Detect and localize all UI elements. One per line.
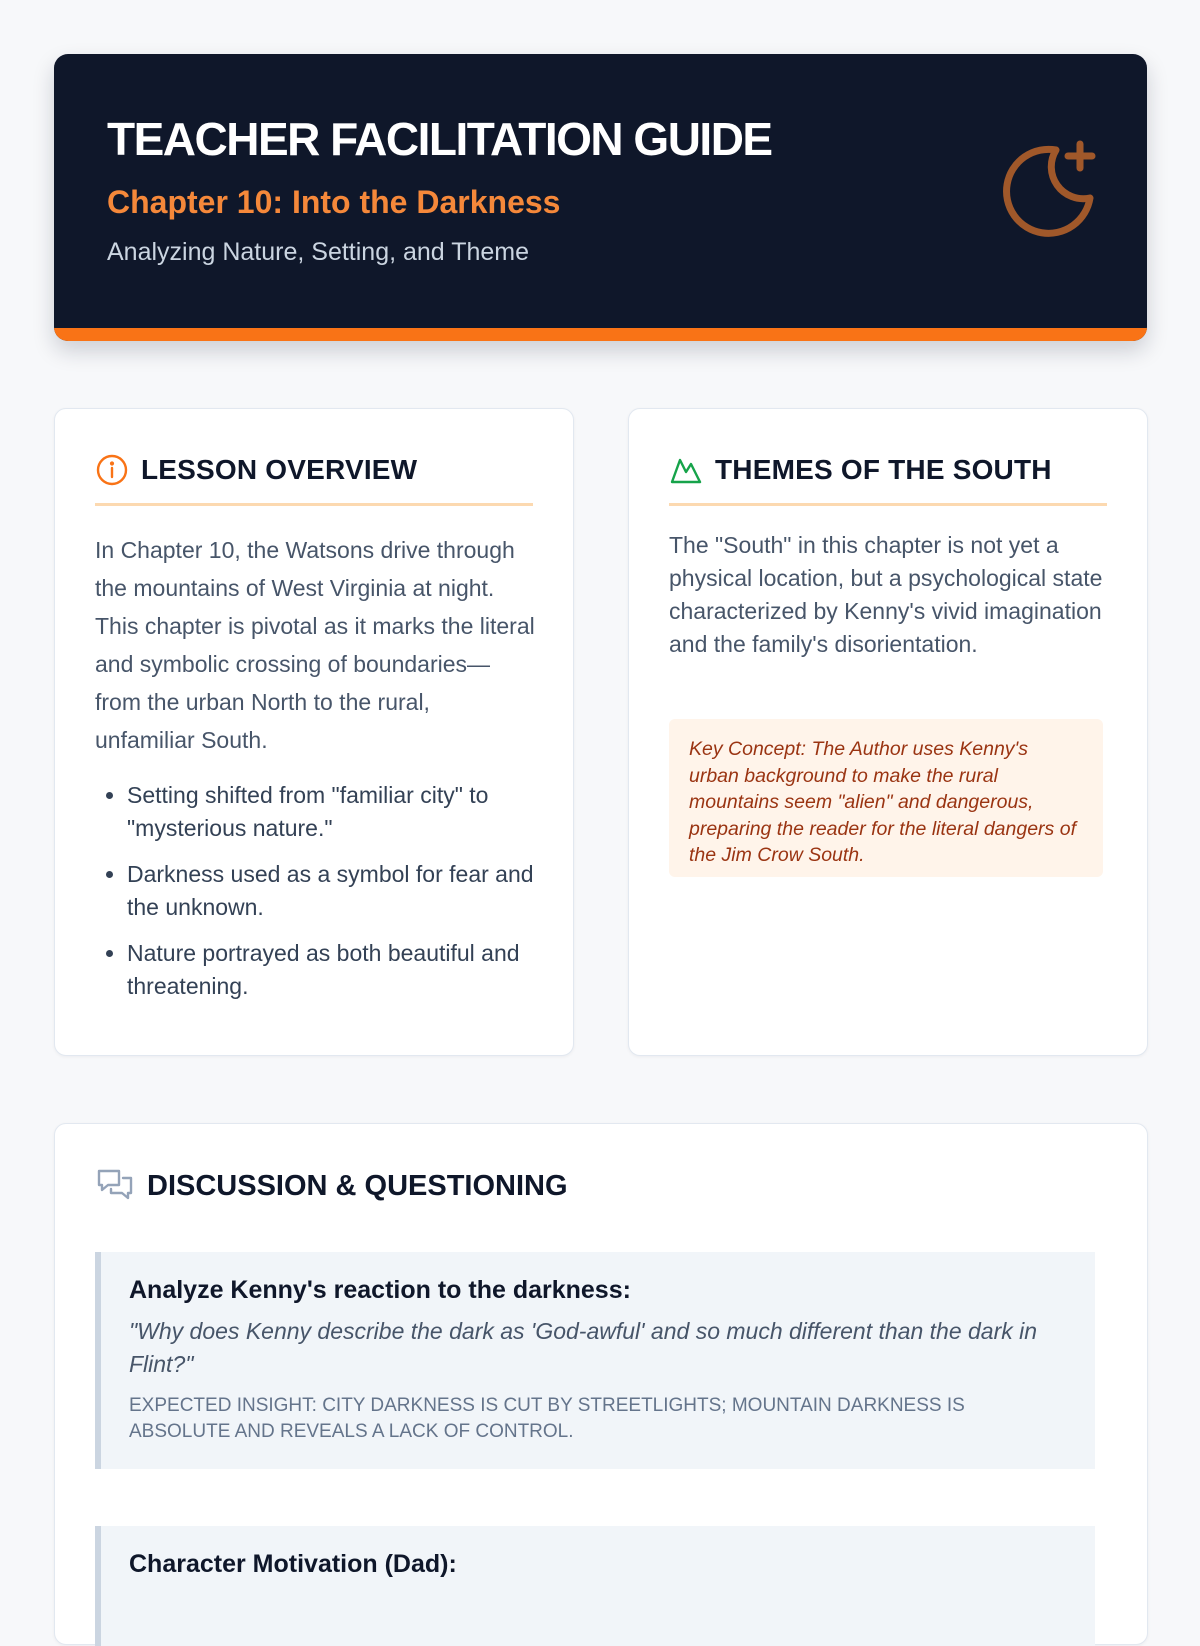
section-heading: DISCUSSION & QUESTIONING [147,1169,568,1202]
discussion-card [54,1123,1148,1645]
heading-divider [669,503,1107,506]
list-item: • Setting shifted from "familiar city" to "mysterious nature." [127,779,567,845]
lesson-overview-header [95,453,417,487]
guide-header [54,54,1147,341]
info-icon [95,453,129,487]
list-item: • Darkness used as a symbol for fear and the unknown. [127,858,567,924]
expected-insight: EXPECTED INSIGHT: CITY DARKNESS IS CUT BY STREETLIGHTS; MOUNTAIN DARKNESS IS ABSOLUTE AND REVEALS A LACK OF CONTROL. [129,1395,965,1442]
chapter-title: Chapter 10: Into the Darkness [107,184,561,220]
key-concept-callout: Key Concept: The Author uses Kenny's urban background to make the rural mountains seem "alien" and dangerous, preparing the reader for the literal dangers of the Jim Crow South. [669,719,1103,877]
lesson-overview-card [54,408,574,1056]
overview-paragraph: In Chapter 10, the Watsons drive through the mountains of West Virginia at night. This chapter is pivotal as it marks the literal and symbolic crossing of boundaries—from the urban North to the rural, unfamiliar South. [95,537,535,753]
discussion-header [95,1166,568,1206]
chat-bubbles-icon [95,1166,135,1206]
themes-paragraph: The "South" in this chapter is not yet a physical location, but a psychological state characterized by Kenny's vivid imagination and the family's disorientation. [669,532,1103,657]
section-heading: THEMES OF THE SOUTH [715,454,1052,485]
question-text: "Why does Kenny describe the dark as 'God-awful' and so much different than the dark in Flint?" [129,1318,1038,1377]
header-accent-bar [54,328,1147,341]
page-title: TEACHER FACILITATION GUIDE [107,113,772,165]
discussion-question [95,1526,1095,1646]
question-title: Analyze Kenny's reaction to the darkness: [129,1276,631,1304]
heading-divider [95,503,533,506]
overview-bullet-list [95,779,567,1016]
page-subtitle: Analyzing Nature, Setting, and Theme [107,238,530,266]
mountain-icon [669,453,703,487]
discussion-question [95,1252,1095,1469]
list-item: • Nature portrayed as both beautiful and threatening. [127,937,567,1003]
moon-star-icon [994,136,1104,246]
question-title: Character Motivation (Dad): [129,1550,457,1578]
section-heading: LESSON OVERVIEW [141,454,418,485]
themes-header [669,453,1052,487]
themes-card [628,408,1148,1056]
